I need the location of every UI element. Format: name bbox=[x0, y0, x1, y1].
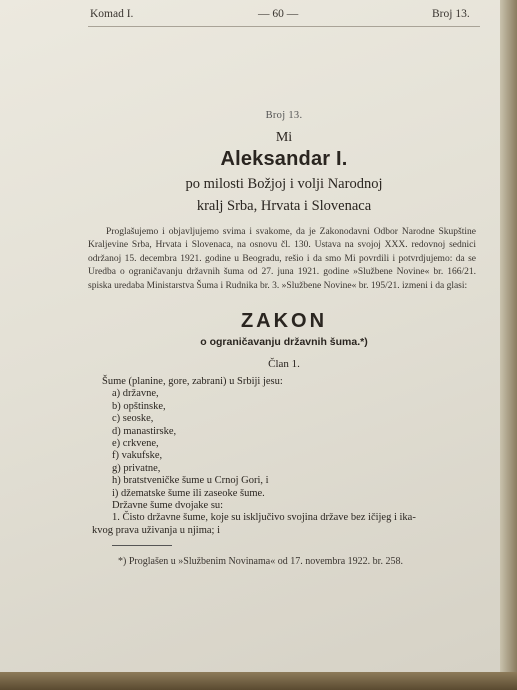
article-intro: Šume (planine, gore, zabrani) u Srbiji jesu: bbox=[102, 376, 283, 387]
page-bottom-edge bbox=[0, 672, 517, 690]
footnote-rule bbox=[112, 545, 172, 546]
list-item: h) bratstveničke šume u Crnoj Gori, i bbox=[112, 475, 269, 487]
state-forests-line: Državne šume dvojake su: bbox=[112, 500, 224, 512]
law-subtitle: o ograničavanju državnih šuma.*) bbox=[200, 336, 368, 348]
header-page-number: — 60 — bbox=[258, 8, 299, 20]
law-title: ZAKON bbox=[240, 310, 328, 332]
king-name: Aleksandar I. bbox=[220, 148, 348, 170]
header-section: Komad I. bbox=[90, 8, 134, 20]
page-side-edge bbox=[500, 0, 517, 690]
numbered-clause-1-continued: kvog prava uživanja u njima; i bbox=[92, 524, 221, 536]
royal-title-line-1: po milosti Božjoj i volji Narodnoj bbox=[185, 176, 383, 192]
article-body bbox=[92, 376, 482, 537]
header-issue: Broj 13. bbox=[432, 8, 470, 20]
footnote: *) Proglašen u »Službenim Novinama« od 17. novembra 1922. br. 258. bbox=[118, 556, 403, 567]
royal-we: Mi bbox=[275, 130, 293, 145]
list-item: i) džematske šume ili zaseoke šume. bbox=[112, 487, 265, 499]
list-item: d) manastirske, bbox=[112, 425, 177, 437]
list-item: a) državne, bbox=[112, 388, 159, 400]
list-item: c) seoske, bbox=[112, 413, 154, 425]
list-item: e) crkvene, bbox=[112, 438, 159, 450]
royal-title-line-2: kralj Srba, Hrvata i Slovenaca bbox=[196, 198, 372, 214]
list-item: b) opštinske, bbox=[112, 400, 166, 412]
header-rule bbox=[88, 26, 480, 27]
list-item: g) privatne, bbox=[112, 462, 161, 474]
running-header bbox=[0, 8, 500, 26]
preamble-paragraph: Proglašujemo i objavljujemo svima i svakome, da je Zakonodavni Odbor Narodne Skupštine Kraljevine Srba, Hrvata i Slovenaca, na osnovu čl. 130. Ustava na svojoj XXX. redovnoj sednici održanoj 15. decembra 1921. godine u Beogradu, rešio i da smo Mi povrdili i potvrdjujemo: da se Uredba o ograničavanju državnih šuma od 27. juna 1921. godine »Službene Novine« br. 166/21. spiska uredaba Ministarstva Šuma i Rudnika br. 3. »Službene Novine« br. 195/21. izmeni i da glasi: bbox=[88, 227, 476, 291]
list-item: f) vakufske, bbox=[112, 450, 163, 462]
issue-number: Broj 13. bbox=[265, 110, 303, 121]
article-heading: Član 1. bbox=[268, 358, 300, 370]
numbered-clause-1: 1. Čisto državne šume, koje su isključivo svojina države bez ičijeg i ika- bbox=[112, 512, 416, 524]
